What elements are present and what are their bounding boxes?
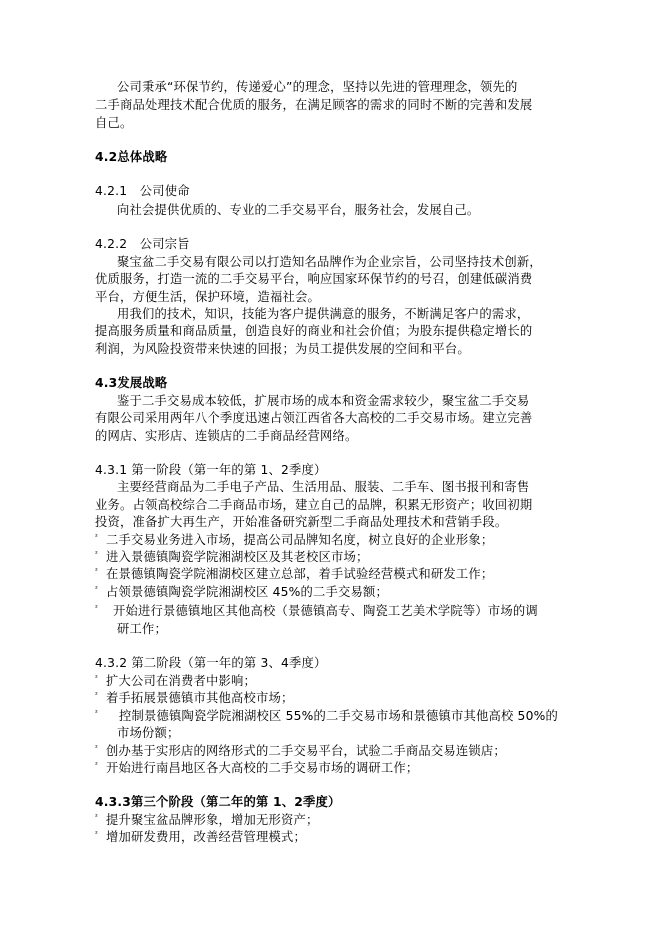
paragraph-line: 聚宝盆二手交易有限公司以打造知名品牌作为企业宗旨，公司坚持技术创新， (117, 255, 542, 269)
bullet-mark: ² (95, 813, 98, 821)
bullet-item: 在景德镇陶瓷学院湘湖校区建立总部，着手试验经营模式和研发工作； (106, 567, 494, 581)
bullet-mark: ² (95, 585, 98, 593)
section-heading-4-3: 4.3发展战略 (95, 376, 168, 390)
subsection-title-4-3-3: 4.3.3第三个阶段（第二年的第 1、2季度） (95, 795, 341, 809)
bullet-item: 着手拓展景德镇市其他高校市场； (106, 691, 294, 705)
bullet-mark: ² (95, 709, 98, 717)
subsection-title-4-3-1: 4.3.1 第一阶段（第一年的第 1、2季度） (95, 463, 327, 477)
bullet-item: 进入景德镇陶瓷学院湘湖校区及其老校区市场； (106, 550, 369, 564)
subsection-title-4-2-2: 4.2.2 公司宗旨 (95, 237, 190, 251)
bullet-mark: ² (95, 761, 98, 769)
bullet-mark: ² (95, 604, 98, 612)
bullet-item-continuation: 市场份额； (117, 726, 180, 740)
bullet-mark: ² (95, 550, 98, 558)
subsection-title-4-2-1: 4.2.1 公司使命 (95, 184, 190, 198)
subsection-title-4-3-2: 4.3.2 第二阶段（第一年的第 3、4季度） (95, 656, 327, 670)
paragraph-line: 提高服务质量和商品质量，创造良好的商业和社会价值；为股东提供稳定增长的 (95, 324, 533, 338)
bullet-item: 占领景德镇陶瓷学院湘湖校区 45%的二手交易额； (106, 585, 388, 599)
intro-line: 自己。 (95, 116, 133, 130)
paragraph-line: 向社会提供优质的、专业的二手交易平台，服务社会，发展自己。 (117, 203, 480, 217)
section-heading-4-2: 4.2总体战略 (95, 150, 168, 164)
intro-line: 公司秉承“环保节约，传递爱心”的理念，坚持以先进的管理理念，领先的 (117, 80, 518, 94)
paragraph-line: 用我们的技术，知识，技能为客户提供满意的服务，不断满足客户的需求， (117, 307, 530, 321)
paragraph-line: 有限公司采用两年八个季度迅速占领江西省各大高校的二手交易市场。建立完善 (95, 411, 533, 425)
paragraph-line: 的网店、实形店、连锁店的二手商品经营网络。 (95, 429, 358, 443)
bullet-mark: ² (95, 567, 98, 575)
bullet-item: 提升聚宝盆品牌形象，增加无形资产； (106, 813, 319, 827)
bullet-mark: ² (95, 691, 98, 699)
bullet-mark: ² (95, 830, 98, 838)
paragraph-line: 主要经营商品为二手电子产品、生活用品、服装、二手车、图书报刊和寄售 (117, 480, 530, 494)
paragraph-line: 业务。占领高校综合二手商品市场，建立自己的品牌，积累无形资产；收回初期 (95, 498, 533, 512)
bullet-item: 开始进行景德镇地区其他高校（景德镇高专、陶瓷工艺美术学院等）市场的调 (113, 604, 538, 618)
bullet-item: 创办基于实形店的网络形式的二手交易平台，试验二手商品交易连锁店； (106, 744, 506, 758)
paragraph-line: 优质服务，打造一流的二手交易平台，响应国家环保节约的号召，创建低碳消费 (95, 272, 533, 286)
intro-line: 二手商品处理技术配合优质的服务，在满足顾客的需求的同时不断的完善和发展 (95, 98, 533, 112)
bullet-mark: ² (95, 674, 98, 682)
bullet-item: 开始进行南昌地区各大高校的二手交易市场的调研工作； (106, 761, 419, 775)
bullet-item: 二手交易业务进入市场，提高公司品牌知名度，树立良好的企业形象； (106, 533, 494, 547)
bullet-item: 增加研发费用，改善经营管理模式； (106, 830, 306, 844)
bullet-item-continuation: 研工作； (117, 622, 167, 636)
paragraph-line: 平台，方便生活，保护环境，造福社会。 (95, 290, 320, 304)
paragraph-line: 鉴于二手交易成本较低，扩展市场的成本和资金需求较少，聚宝盆二手交易 (117, 394, 530, 408)
paragraph-line: 投资，准备扩大再生产，开始准备研究新型二手商品处理技术和营销手段。 (95, 515, 508, 529)
bullet-item: 扩大公司在消费者中影响； (106, 674, 256, 688)
bullet-item: 控制景德镇陶瓷学院湘湖校区 55%的二手交易市场和景德镇市其他高校 50%的 (119, 709, 558, 723)
bullet-mark: ² (95, 744, 98, 752)
paragraph-line: 利润，为风险投资带来快速的回报；为员工提供发展的空间和平台。 (95, 342, 470, 356)
bullet-mark: ² (95, 533, 98, 541)
